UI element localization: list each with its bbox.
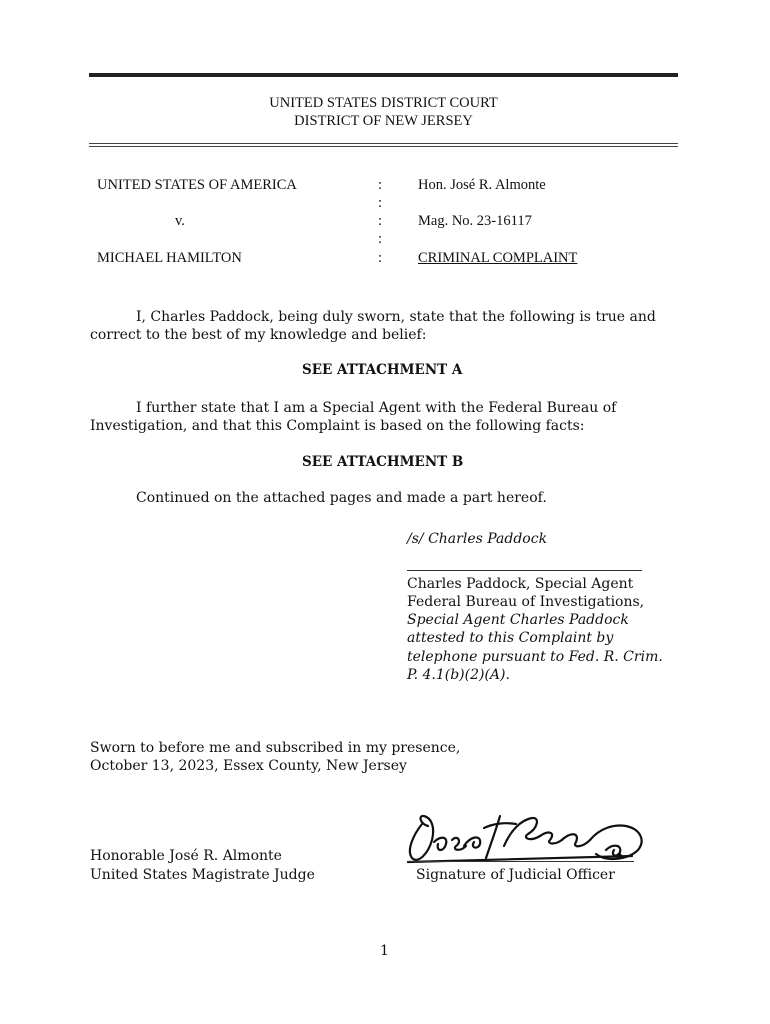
caption-mag-number: Mag. No. 23-16117 xyxy=(418,213,532,229)
agent-signature-line xyxy=(407,570,642,571)
judge-title: United States Magistrate Judge xyxy=(90,867,315,883)
caption-versus: v. xyxy=(175,213,185,229)
paragraph-1-line-2: correct to the best of my knowledge and belief: xyxy=(90,327,427,343)
attestation-note-line-2: attested to this Complaint by xyxy=(407,630,614,646)
caption-separator: : xyxy=(378,195,383,211)
caption-separator: : xyxy=(378,231,383,247)
attestation-note-line-4: P. 4.1(b)(2)(A). xyxy=(407,667,510,683)
header-double-rule-bottom xyxy=(89,146,678,147)
agent-name-title: Charles Paddock, Special Agent xyxy=(407,576,634,592)
judicial-officer-signature-label: Signature of Judicial Officer xyxy=(416,867,615,883)
caption-defendant: MICHAEL HAMILTON xyxy=(97,250,242,266)
caption-judge: Hon. José R. Almonte xyxy=(418,177,546,193)
judge-handwritten-signature xyxy=(400,806,655,872)
paragraph-2-line-1: I further state that I am a Special Agent with the Federal Bureau of xyxy=(136,400,617,416)
attestation-note-line-3: telephone pursuant to Fed. R. Crim. xyxy=(407,649,663,665)
caption-plaintiff: UNITED STATES OF AMERICA xyxy=(97,177,297,193)
paragraph-2-line-2: Investigation, and that this Complaint is based on the following facts: xyxy=(90,418,585,434)
court-district: DISTRICT OF NEW JERSEY xyxy=(294,113,473,129)
sworn-line-1: Sworn to before me and subscribed in my presence, xyxy=(90,740,461,756)
attachment-b-heading: SEE ATTACHMENT B xyxy=(302,454,464,470)
caption-document-type: CRIMINAL COMPLAINT xyxy=(418,250,578,266)
judge-name: Honorable José R. Almonte xyxy=(90,848,282,864)
caption-separator: : xyxy=(378,177,383,193)
court-name: UNITED STATES DISTRICT COURT xyxy=(269,95,498,111)
page-number: 1 xyxy=(380,943,389,959)
attachment-a-heading: SEE ATTACHMENT A xyxy=(302,362,463,378)
header-double-rule-top xyxy=(89,143,678,144)
agent-electronic-signature: /s/ Charles Paddock xyxy=(407,531,548,547)
caption-separator: : xyxy=(378,250,383,266)
header-thick-rule xyxy=(89,73,678,77)
sworn-line-2: October 13, 2023, Essex County, New Jersey xyxy=(90,758,407,774)
continued-statement: Continued on the attached pages and made a part hereof. xyxy=(136,490,547,506)
judge-signature-line xyxy=(408,861,634,862)
caption-separator: : xyxy=(378,213,383,229)
agent-agency: Federal Bureau of Investigations, xyxy=(407,594,645,610)
paragraph-1-line-1: I, Charles Paddock, being duly sworn, state that the following is true and xyxy=(136,309,656,325)
attestation-note-line-1: Special Agent Charles Paddock xyxy=(407,612,629,628)
